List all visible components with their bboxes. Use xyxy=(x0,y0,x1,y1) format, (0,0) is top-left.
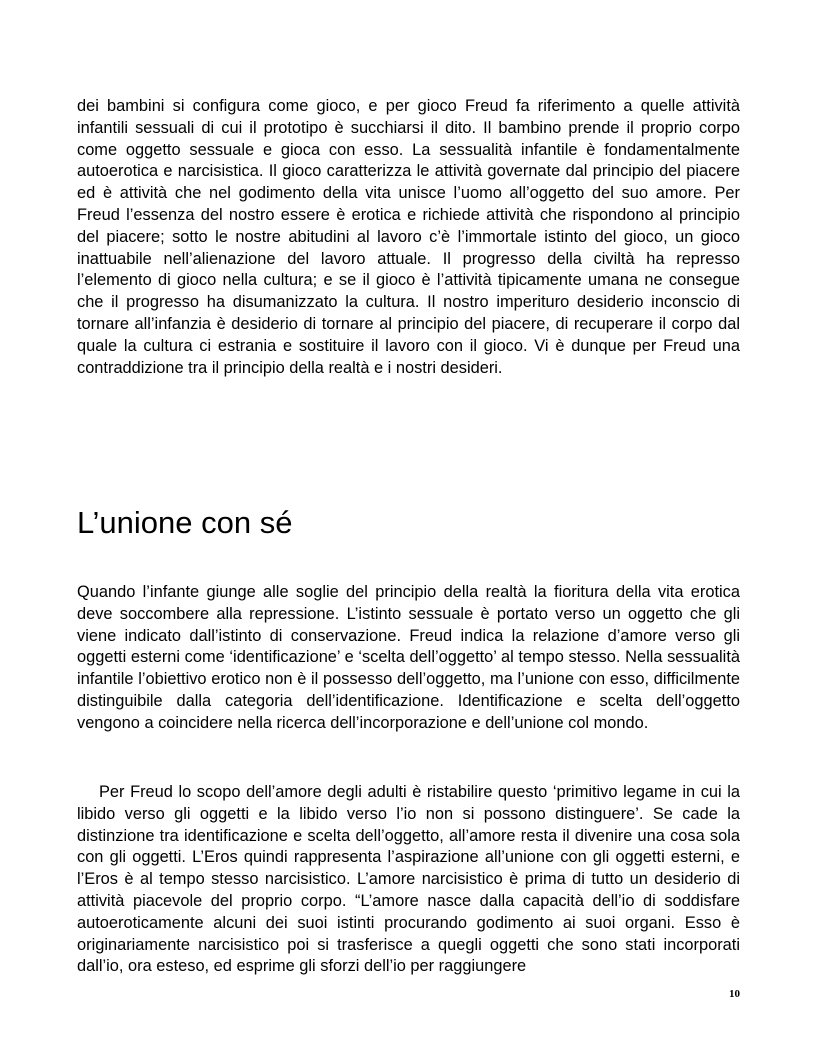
body-paragraph-3: Per Freud lo scopo dell’amore degli adulti è ristabilire questo ‘primitivo legame in cui la libido verso gli oggetti e la libido verso l’io non si possono distinguere’. Se cade la distinzione tra identificazione e scelta dell’oggetto, all’amore resta il divenire una cosa sola con gli oggetti. L’Eros quindi rappresenta l’aspirazione all’unione con gli oggetti esterni, e l’Eros è al tempo stesso narcisistico. L’amore narcisistico è prima di tutto un desiderio di attività piacevole del proprio corpo. “L’amore nasce dalla capacità dell’io di soddisfare autoeroticamente alcuni dei suoi istinti procurando godimento ai suoi organi. Esso è originariamente narcisistico poi si trasferisce a quegli oggetti che sono stati incorporati dall’io, ora esteso, ed esprime gli sforzi dell’io per raggiungere xyxy=(77,783,740,976)
section-heading: L’unione con sé xyxy=(77,505,293,540)
page-number: 10 xyxy=(729,988,740,1000)
body-paragraph-1: dei bambini si configura come gioco, e per gioco Freud fa riferimento a quelle attività infantili sessuali di cui il prototipo è succhiarsi il dito. Il bambino prende il proprio corpo come oggetto sessuale e gioca con esso. La sessualità infantile è fondamentalmente autoerotica e narcisistica. Il gioco caratterizza le attività governate dal principio del piacere ed è attività che nel godimento della vita unisce l’uomo all’oggetto del suo amore. Per Freud l’essenza del nostro essere è erotica e richiede attività che rispondono al principio del piacere; sotto le nostre abitudini al lavoro c’è l’immortale istinto del gioco, un gioco inattuabile nell’alienazione del lavoro attuale. Il progresso della civiltà ha represso l’elemento di gioco nella cultura; e se il gioco è l’attività tipicamente umana ne consegue che il progresso ha disumanizzato la cultura. Il nostro imperituro desiderio inconscio di tornare all’infanzia è desiderio di tornare al principio del piacere, di recuperare il corpo dal quale la cultura ci estrania e sostituire il lavoro con il gioco. Vi è dunque per Freud una contraddizione tra il principio della realtà e i nostri desideri. xyxy=(77,97,740,377)
body-paragraph-2: Quando l’infante giunge alle soglie del principio della realtà la fioritura della vita erotica deve soccombere alla repressione. L’istinto sessuale è portato verso un oggetto che gli viene indicato dall’istinto di conservazione. Freud indica la relazione d’amore verso gli oggetti esterni come ‘identificazione’ e ‘scelta dell’oggetto’ al tempo stesso. Nella sessualità infantile l’obiettivo erotico non è il possesso dell’oggetto, ma l’unione con esso, difficilmente distinguibile dalla categoria dell’identificazione. Identificazione e scelta dell’oggetto vengono a coincidere nella ricerca dell’incorporazione e dell’unione col mondo. xyxy=(77,583,740,732)
